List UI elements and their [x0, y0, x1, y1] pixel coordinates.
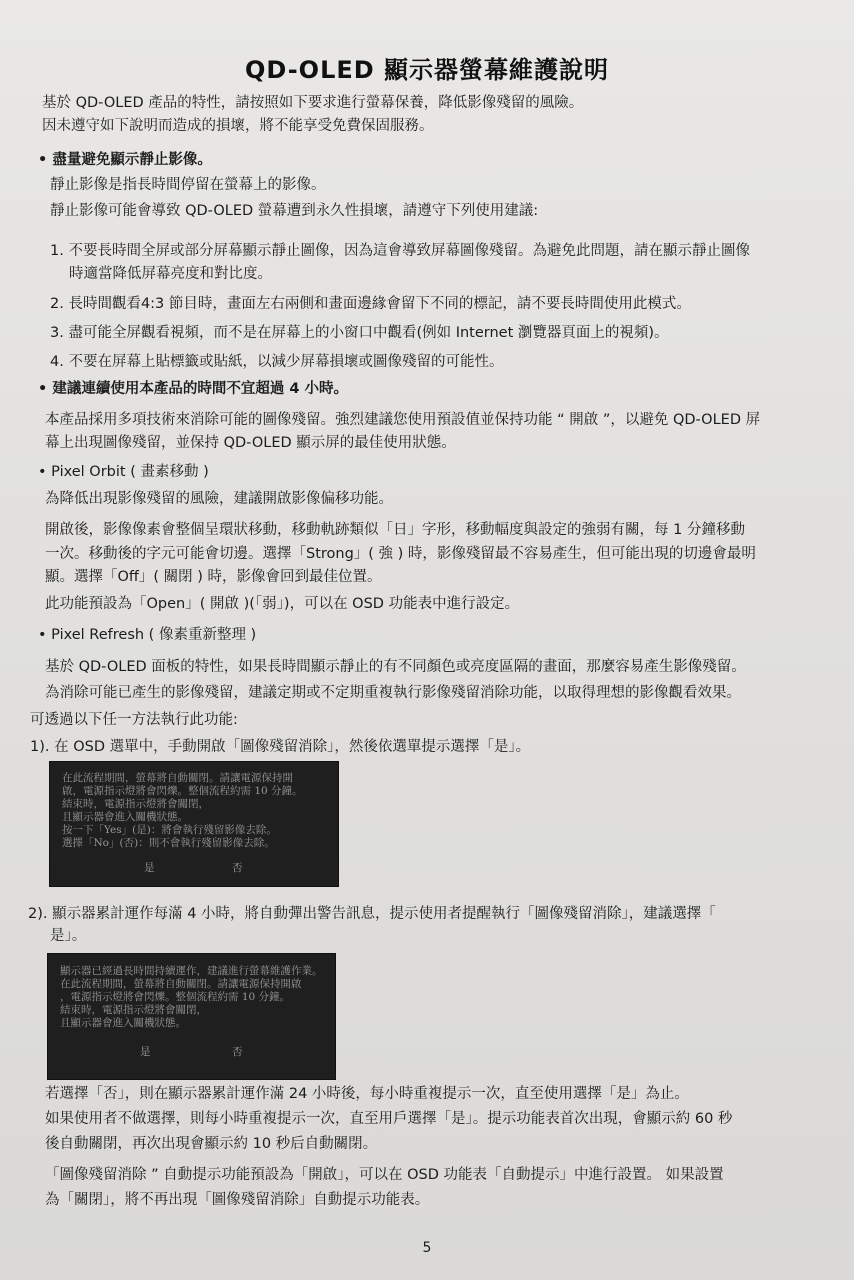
- osd-text-line: 選擇「No」(否)：則不會執行殘留影像去除。: [62, 837, 275, 849]
- section-heading-pixel-orbit: • Pixel Orbit ( 畫素移動 ): [38, 464, 209, 480]
- osd-yes-option: 是: [140, 1046, 151, 1058]
- osd-text-line: 結束時，電源指示燈將會關閉，: [60, 1004, 207, 1016]
- paragraph-line: 後自動關閉，再次出現會顯示約 10 秒后自動關閉。: [45, 1136, 378, 1152]
- list-item: 2. 長時間觀看4:3 節目時，畫面左右兩側和畫面邊緣會留下不同的標記，請不要長時間使用此模式。: [50, 296, 691, 312]
- paragraph-line: 為降低出現影像殘留的風險，建議開啟影像偏移功能。: [45, 491, 393, 507]
- osd-dialog-image-2: [47, 953, 336, 1080]
- intro-line: 因未遵守如下說明而造成的損壞，將不能享受免費保固服務。: [42, 118, 434, 134]
- osd-text-line: 按一下「Yes」(是)：將會執行殘留影像去除。: [62, 824, 277, 836]
- osd-text-line: 顯示器已經過長時間持續運作，建議進行螢幕維護作業。: [60, 965, 323, 977]
- osd-yes-option: 是: [144, 862, 155, 874]
- section-heading-usage-time: • 建議連續使用本產品的時間不宜超過 4 小時。: [38, 381, 348, 397]
- osd-text-line: 在此流程期間，螢幕將自動關閉。請讓電源保持開: [62, 772, 293, 784]
- osd-no-option: 否: [232, 862, 243, 874]
- paragraph-line: 基於 QD-OLED 面板的特性，如果長時間顯示靜止的有不同顏色或亮度區隔的畫面，那麼容易產生影像殘留。: [45, 659, 746, 675]
- method-1: 1). 在 OSD 選單中，手動開啟「圖像殘留消除」，然後依選單提示選擇「是」。: [30, 739, 531, 755]
- paragraph-line: 一次。移動後的字元可能會切邊。選擇「Strong」( 強 ) 時，影像殘留最不容易產生，但可能出現的切邊會最明: [45, 546, 756, 562]
- paragraph-line: 開啟後，影像像素會整個呈環狀移動，移動軌跡類似「日」字形，移動幅度與設定的強弱有關，每 1 分鐘移動: [45, 522, 745, 538]
- paragraph-line: 靜止影像可能會導致 QD-OLED 螢幕遭到永久性損壞，請遵守下列使用建議:: [50, 203, 539, 219]
- osd-text-line: 且顯示器會進入關機狀態。: [62, 811, 188, 823]
- paragraph-line: 為消除可能已產生的影像殘留，建議定期或不定期重複執行影像殘留消除功能，以取得理想的影像觀看效果。: [45, 685, 741, 701]
- paragraph-line: 本產品採用多項技術來消除可能的圖像殘留。強烈建議您使用預設值並保持功能 “ 開啟 ”，以避免 QD-OLED 屏: [45, 412, 761, 428]
- osd-text-line: ，電源指示燈將會閃爍。整個流程約需 10 分鐘。: [60, 991, 291, 1003]
- osd-text-line: 啟，電源指示燈將會閃爍。整個流程約需 10 分鐘。: [62, 785, 303, 797]
- methods-intro: 可透過以下任一方法執行此功能:: [30, 712, 238, 728]
- osd-text-line: 且顯示器會進入關機狀態。: [60, 1017, 186, 1029]
- list-item: 1. 不要長時間全屏或部分屏幕顯示靜止圖像，因為這會導致屏幕圖像殘留。為避免此問題，請在顯示靜止圖像: [50, 243, 750, 259]
- osd-text-line: 結束時，電源指示燈將會關閉，: [62, 798, 209, 810]
- paragraph-line: 此功能預設為「Open」( 開啟 )(「弱」)，可以在 OSD 功能表中進行設定。: [45, 596, 520, 612]
- list-item-continued: 時適當降低屏幕亮度和對比度。: [69, 266, 272, 282]
- paragraph-line: 幕上出現圖像殘留，並保持 QD-OLED 顯示屏的最佳使用狀態。: [45, 435, 456, 451]
- list-item: 4. 不要在屏幕上貼標籤或貼紙，以減少屏幕損壞或圖像殘留的可能性。: [50, 354, 504, 370]
- section-heading-pixel-refresh: • Pixel Refresh ( 像素重新整理 ): [38, 627, 257, 643]
- intro-line: 基於 QD-OLED 產品的特性，請按照如下要求進行螢幕保養，降低影像殘留的風險。: [42, 95, 584, 111]
- paragraph-line: 「圖像殘留消除 ” 自動提示功能預設為「開啟」，可以在 OSD 功能表「自動提示」中進行設置。 如果設置: [45, 1167, 724, 1183]
- paragraph-line: 若選擇「否」，則在顯示器累計運作滿 24 小時後，每小時重複提示一次，直至使用選擇「是」為止。: [45, 1086, 689, 1102]
- page-title: QD-OLED 顯示器螢幕維護說明: [244, 56, 610, 84]
- paragraph-line: 靜止影像是指長時間停留在螢幕上的影像。: [50, 177, 326, 193]
- list-item: 3. 盡可能全屏觀看視頻，而不是在屏幕上的小窗口中觀看(例如 Internet 瀏覽器頁面上的視頻)。: [50, 325, 669, 341]
- osd-no-option: 否: [232, 1046, 243, 1058]
- osd-text-line: 在此流程期間，螢幕將自動關閉。請讓電源保持開啟: [60, 978, 302, 990]
- page-number: 5: [422, 1240, 432, 1256]
- section-heading-static-image: • 盡量避免顯示靜止影像。: [38, 152, 212, 168]
- paragraph-line: 為「關閉」，將不再出現「圖像殘留消除」自動提示功能表。: [45, 1192, 430, 1208]
- paragraph-line: 如果使用者不做選擇，則每小時重複提示一次，直至用戶選擇「是」。提示功能表首次出現，會顯示約 60 秒: [45, 1111, 733, 1127]
- method-2-continued: 是」。: [50, 928, 87, 944]
- method-2: 2). 顯示器累計運作每滿 4 小時，將自動彈出警告訊息，提示使用者提醒執行「圖像殘留消除」，建議選擇「: [28, 906, 716, 922]
- osd-dialog-image-1: [49, 761, 339, 887]
- paragraph-line: 顯。選擇「Off」( 關閉 ) 時，影像會回到最佳位置。: [45, 569, 382, 585]
